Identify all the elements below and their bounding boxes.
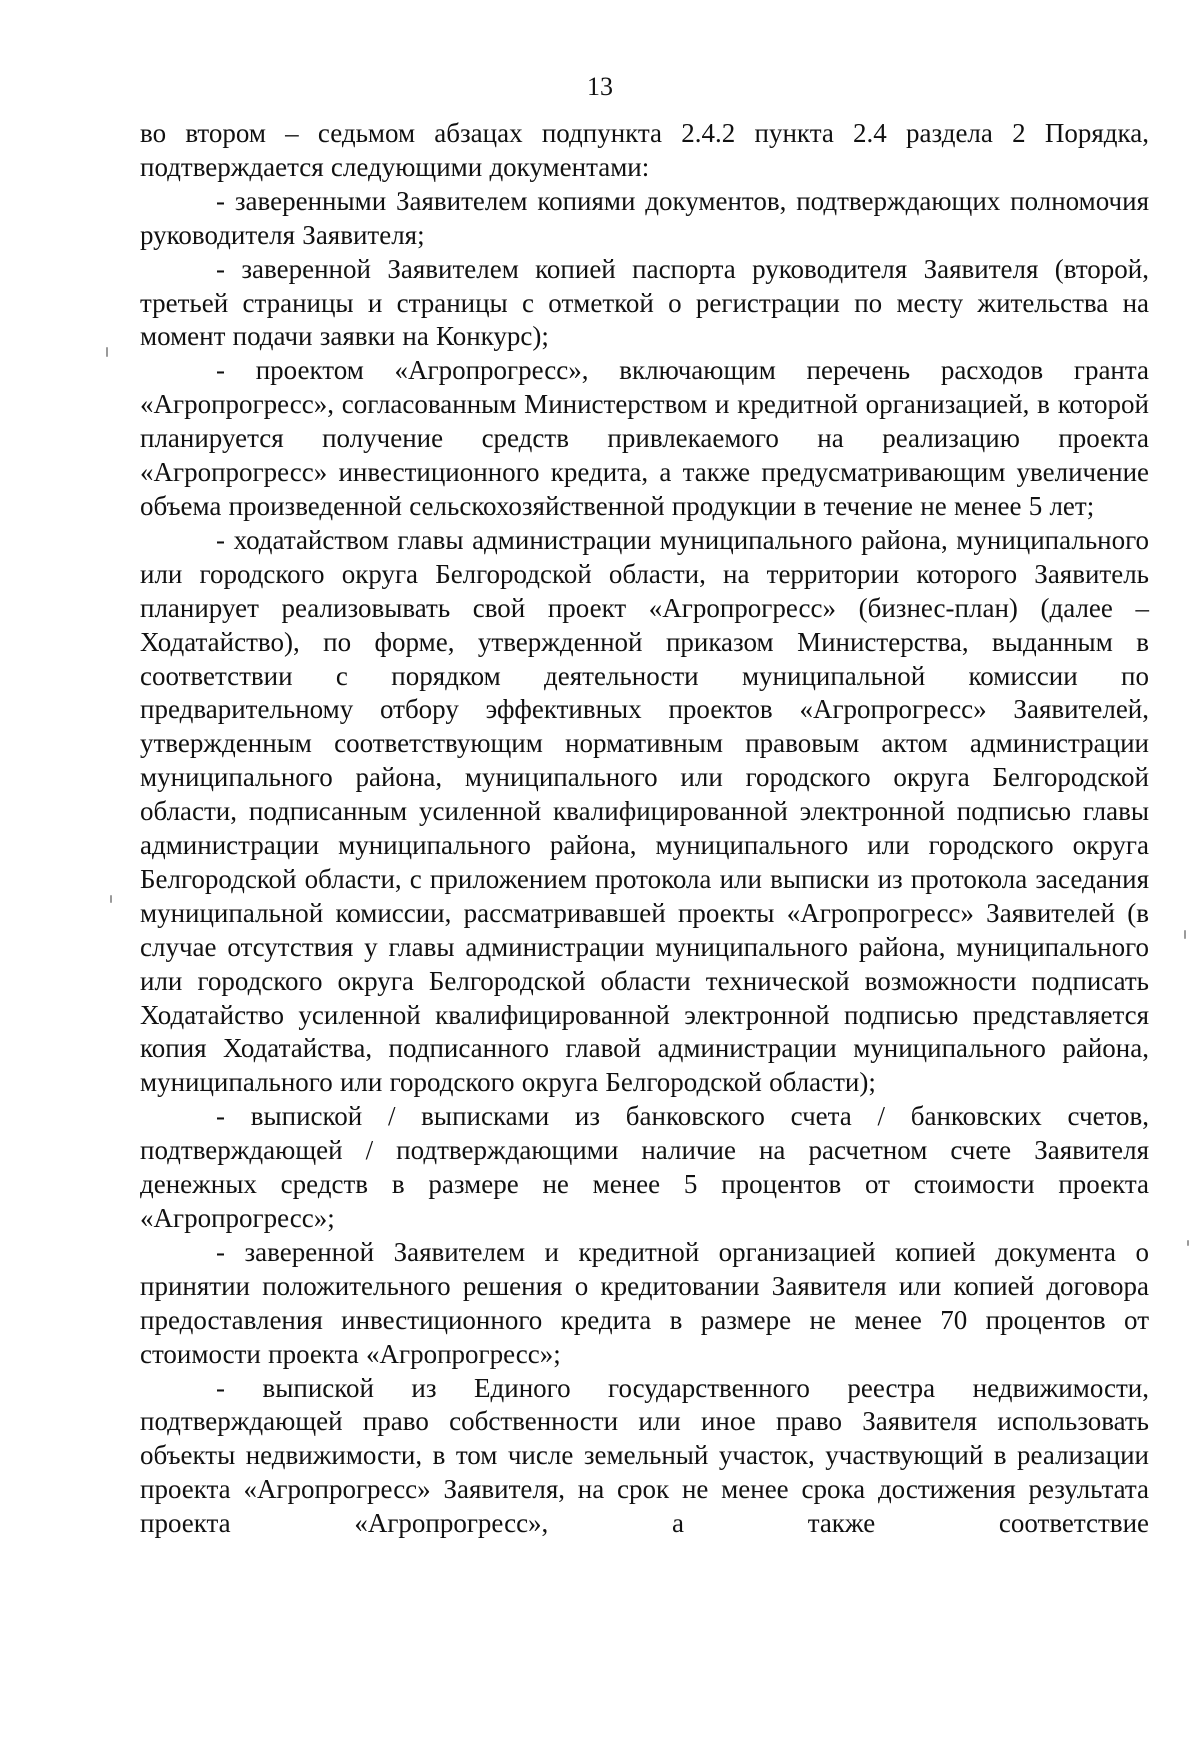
paragraph-list-item: - выпиской из Единого государственного реестра недвижимости, подтверждающей право собственности или иное право Заявителя использовать объекты недвижимости, в том числе земельный участок, участвующий в реализации проекта «Агропрогресс» Заявителя, на срок не менее срока достижения результата проекта «Агропрогресс», а также соответствие bbox=[140, 1372, 1149, 1539]
scan-artifact bbox=[1184, 930, 1186, 939]
paragraph-list-item: - заверенной Заявителем и кредитной организацией копией документа о принятии положительного решения о кредитовании Заявителя или копией договора предоставления инвестиционного кредита в размере не менее 70 процентов от стоимости проекта «Агропрогресс»; bbox=[140, 1236, 1149, 1369]
scan-artifact bbox=[110, 895, 112, 903]
scan-artifact bbox=[106, 347, 108, 357]
scan-artifact bbox=[1187, 1240, 1189, 1246]
paragraph-list-item: - заверенной Заявителем копией паспорта руководителя Заявителя (второй, третьей страницы и страницы с отметкой о регистрации по месту жительства на момент подачи заявки на Конкурс); bbox=[140, 253, 1149, 352]
paragraph-list-item: - заверенными Заявителем копиями документов, подтверждающих полномочия руководителя Заявителя; bbox=[140, 185, 1149, 250]
paragraph-intro: во втором – седьмом абзацах подпункта 2.4.2 пункта 2.4 раздела 2 Порядка, подтверждается следующими документами: bbox=[140, 118, 1149, 182]
paragraph-list-item: - ходатайством главы администрации муниципального района, муниципального или городского округа Белгородской области, на территории которого Заявитель планирует реализовывать свой проект «Агропрогресс» (бизнес-план) (далее – Ходатайство), по форме, утвержденной приказом Министерства, выданным в соответствии с порядком деятельности муниципальной комиссии по предварительному отбору эффективных проектов «Агропрогресс» Заявителей, утвержденным соответствующим нормативным правовым актом администрации муниципального района, муниципального или городского округа Белгородской области, подписанным усиленной квалифицированной электронной подписью главы администрации муниципального района, муниципального или городского округа Белгородской области, с приложением протокола или выписки из протокола заседания муниципальной комиссии, рассматривавшей проекты «Агропрогресс» Заявителей (в случае отсутствия у главы администрации муниципального района, муниципального или городского округа Белгородской области технической возможности подписать Ходатайство усиленной квалифицированной электронной подписью представляется копия Ходатайства, подписанного главой администрации муниципального района, муниципального или городского округа Белгородской области); bbox=[140, 524, 1149, 1098]
paragraph-list-item: - проектом «Агропрогресс», включающим перечень расходов гранта «Агропрогресс», согласованным Министерством и кредитной организацией, в которой планируется получение средств привлекаемого на реализацию проекта «Агропрогресс» инвестиционного кредита, а также предусматривающим увеличение объема произведенной сельскохозяйственной продукции в течение не менее 5 лет; bbox=[140, 355, 1149, 521]
document-body bbox=[140, 117, 1149, 1541]
page-number: 13 bbox=[587, 72, 613, 101]
paragraph-list-item: - выпиской / выписками из банковского счета / банковских счетов, подтверждающей / подтверждающими наличие на расчетном счете Заявителя денежных средств в размере не менее 5 процентов от стоимости проекта «Агропрогресс»; bbox=[140, 1101, 1149, 1233]
